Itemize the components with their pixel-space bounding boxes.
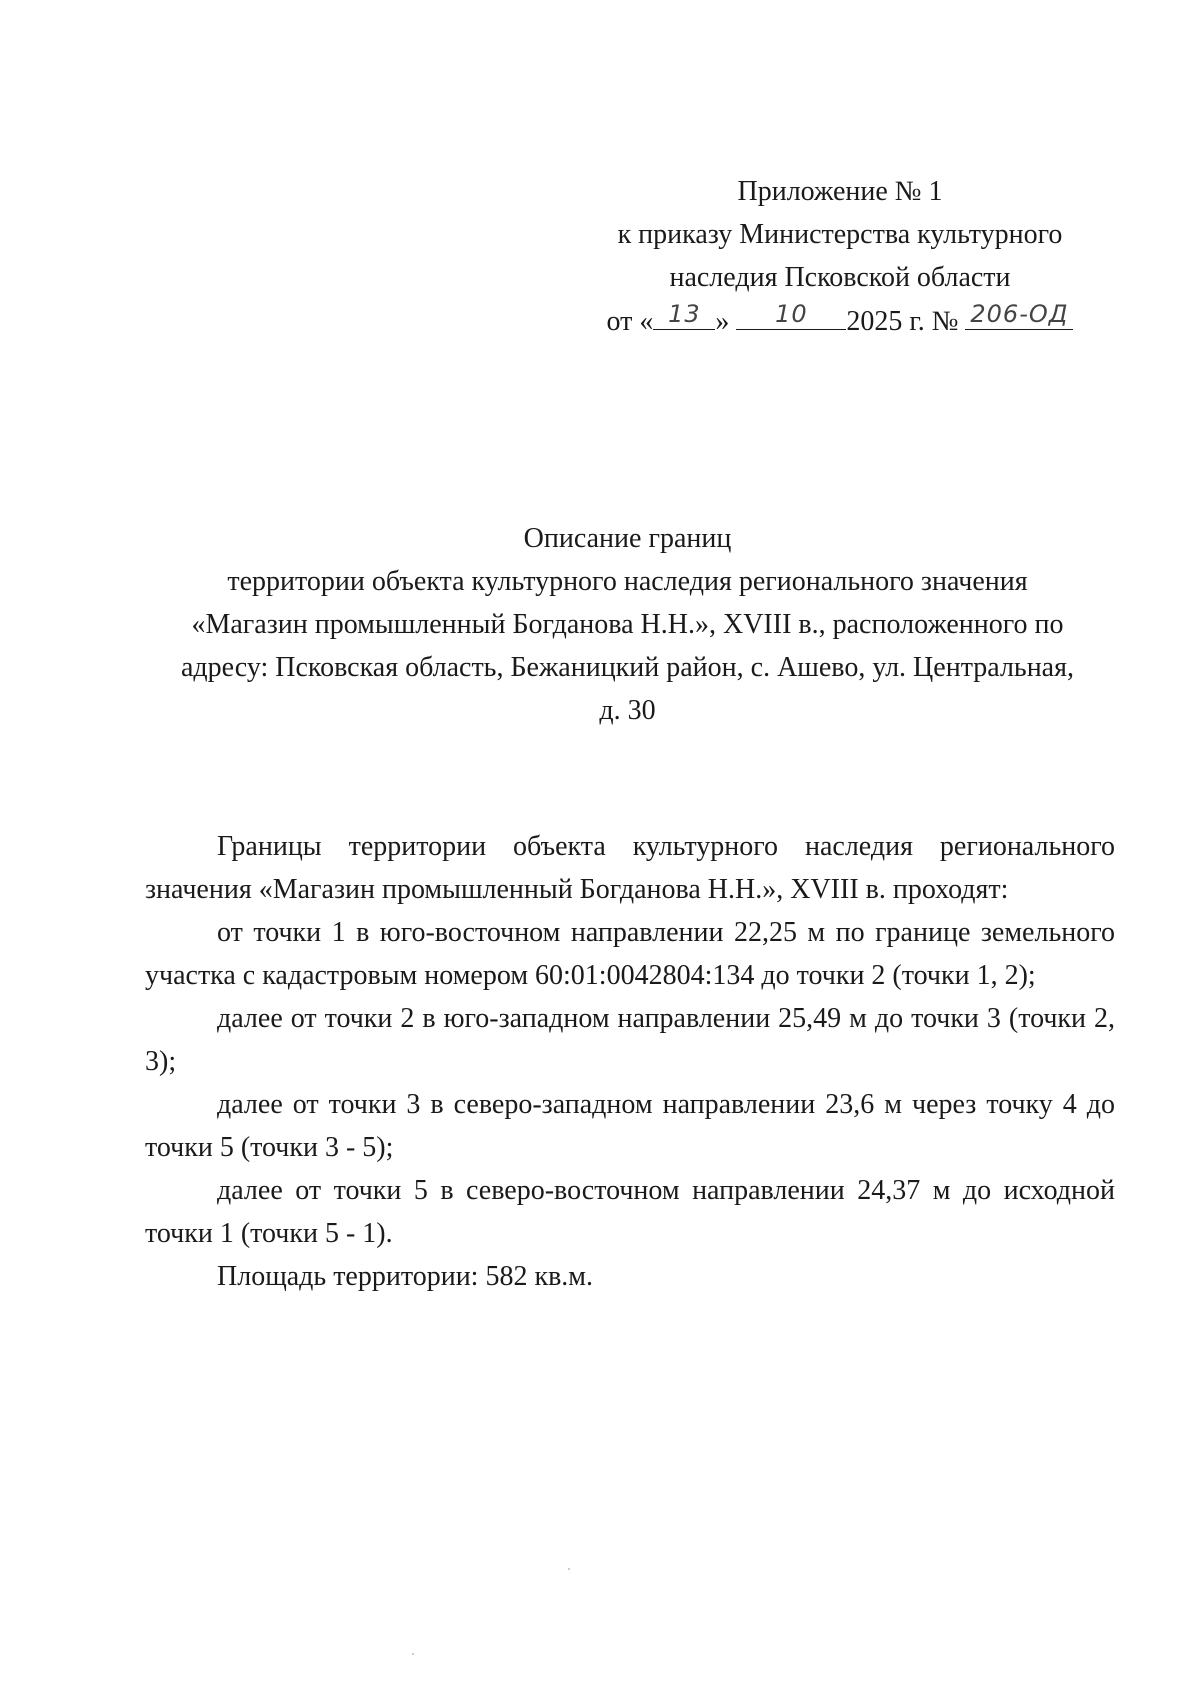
month-field [736,299,846,330]
document-body [145,825,1115,1298]
appendix-header [560,170,1120,343]
title-line-5: д. 30 [599,695,656,726]
number-handwritten: 206-ОД [970,300,1069,328]
title-line-2: территории объекта культурного наследия регионального значения [227,566,1028,597]
title-line-4: адресу: Псковская область, Бежаницкий район, с. Ашево, ул. Центральная, [181,652,1074,683]
document-title [140,517,1115,732]
appendix-number: Приложение № 1 [737,176,943,207]
ministry-name: наследия Псковской области [669,262,1011,293]
territory-area: Площадь территории: 582 кв.м. [217,1261,594,1292]
title-line-1: Описание границ [523,523,732,554]
day-field [653,299,715,330]
number-field [965,299,1073,330]
boundary-segment-3: далее от точки 3 в северо-западном направлении 23,6 м через точку 4 до точки 5 (точки 3 - 5); [145,1089,1115,1163]
month-handwritten: 10 [775,300,808,328]
boundary-segment-1: от точки 1 в юго-восточном направлении 22,25 м по границе земельного участка с кадастровым номером 60:01:0042804:134 до точки 2 (точки 1, 2); [145,917,1115,991]
day-handwritten: 13 [668,300,701,328]
order-date-line [560,299,1120,343]
date-prefix: от « [606,306,654,337]
scan-speck [412,1653,414,1655]
title-line-3: «Магазин промышленный Богданова Н.Н.», XVIII в., расположенного по [191,609,1064,640]
order-reference: к приказу Министерства культурного [617,219,1063,250]
boundary-segment-2: далее от точки 2 в юго-западном направлении 25,49 м до точки 3 (точки 2, 3); [145,1003,1115,1077]
date-quote-close: » [715,306,730,337]
scan-speck [568,1568,570,1570]
year-text: 2025 г. № [846,306,959,337]
boundary-segment-4: далее от точки 5 в северо-восточном направлении 24,37 м до исходной точки 1 (точки 5 - 1). [145,1175,1115,1249]
intro-paragraph: Границы территории объекта культурного наследия регионального значения «Магазин промышленный Богданова Н.Н.», XVIII в. проходят: [145,831,1115,905]
